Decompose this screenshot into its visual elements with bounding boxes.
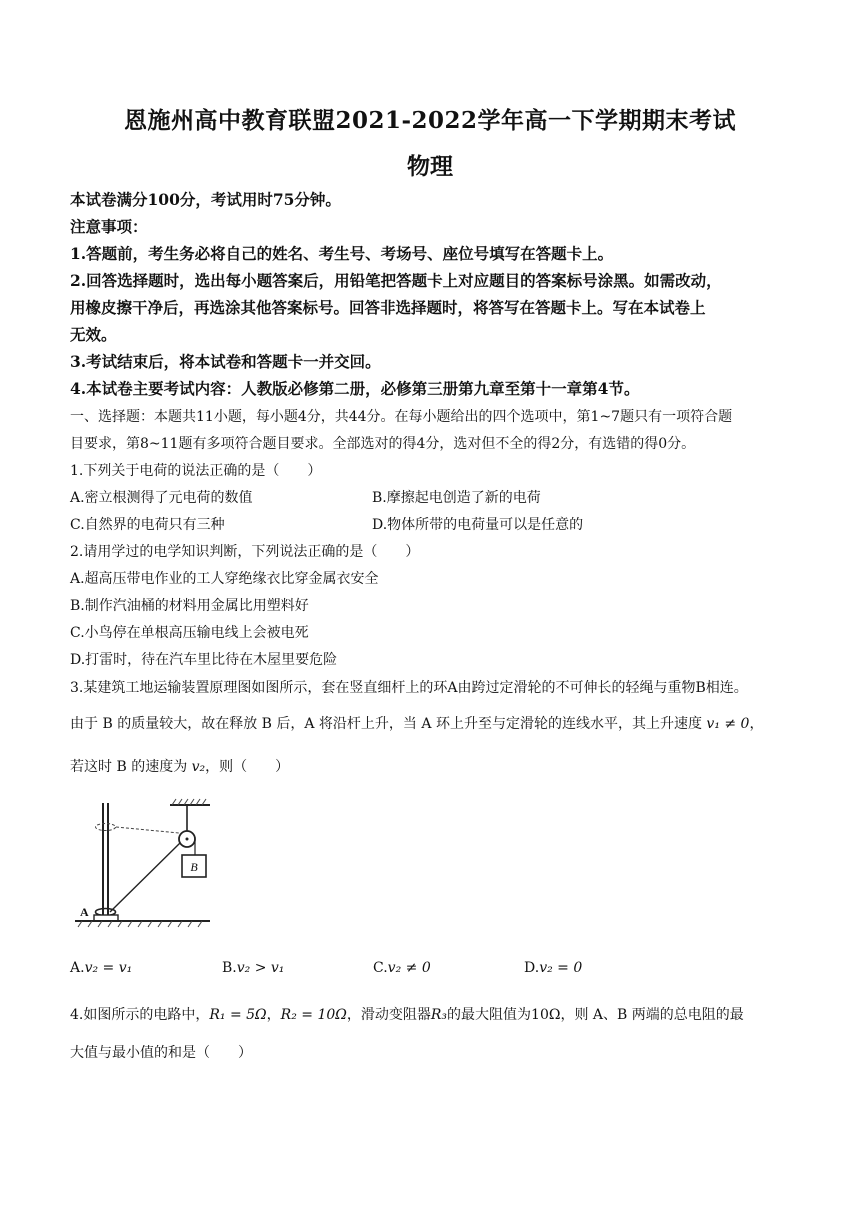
score-line: 本试卷满分100分，考试用时75分钟。 — [70, 190, 341, 209]
question-2-stem: 2.请用学过的电学知识判断，下列说法正确的是（ ） — [70, 544, 420, 560]
notes-heading: 注意事项： — [70, 217, 148, 236]
q3-option-c — [373, 960, 431, 976]
q2-option-d: D.打雷时，待在汽车里比待在木屋里要危险 — [70, 652, 338, 668]
note-item: 1.答题前，考生务必将自己的姓名、考生号、考场号、座位号填写在答题卡上。 — [70, 244, 614, 263]
question-3-line3 — [70, 756, 800, 776]
note-item: 3.考试结束后，将本试卷和答题卡一并交回。 — [70, 352, 381, 371]
q1-option-c: C.自然界的电荷只有三种 — [70, 517, 225, 533]
option-expr: v₂ ≠ 0 — [387, 960, 431, 976]
q4-r3: R₃ — [430, 1007, 448, 1023]
exam-title: 恩施州高中教育联盟2021-2022学年高一下学期期末考试 — [123, 107, 737, 134]
question-3-line2 — [70, 713, 800, 733]
q3-option-b — [222, 960, 284, 976]
note-item: 4.本试卷主要考试内容：人教版必修第二册，必修第三册第九章至第十一章第4节。 — [70, 379, 640, 398]
q2-option-a: A.超高压带电作业的工人穿绝缘衣比穿金属衣安全 — [70, 571, 379, 587]
q1-option-a: A.密立根测得了元电荷的数值 — [70, 490, 253, 506]
q2-option-b: B.制作汽油桶的材料用金属比用塑料好 — [70, 598, 309, 614]
q4-r1: R₁ = 5Ω — [209, 1007, 267, 1023]
q4-r2: R₂ = 10Ω — [280, 1007, 347, 1023]
q3-text: ，则（ ） — [205, 759, 290, 775]
q3-math-v1: v₁ ≠ 0 — [706, 716, 750, 732]
note-item: 用橡皮擦干净后，再选涂其他答案标号。回答非选择题时，将答写在答题卡上。写在本试卷上 — [70, 298, 706, 317]
q3-text: 若这时 B 的速度为 — [70, 759, 192, 775]
ring-a-label: A — [80, 905, 89, 919]
q4-text: ，滑动变阻器 — [346, 1007, 431, 1023]
question-1-stem: 1.下列关于电荷的说法正确的是（ ） — [70, 463, 322, 479]
q1-option-d: D.物体所带的电荷量可以是任意的 — [372, 517, 584, 533]
q4-text: 4.如图所示的电路中， — [70, 1007, 210, 1023]
section-intro: 一、选择题：本题共11小题，每小题4分，共44分。在每小题给出的四个选项中，第1~7题只有一项符合题 — [70, 409, 733, 425]
option-letter: C. — [373, 960, 388, 976]
question-3-line1: 3.某建筑工地运输装置原理图如图所示，套在竖直细杆上的环A由跨过定滑轮的不可伸长的轻绳与重物B相连。 — [70, 680, 748, 696]
option-expr: v₂ = 0 — [539, 960, 583, 976]
subject-title: 物理 — [407, 153, 453, 180]
q4-text: ， — [266, 1007, 281, 1023]
q3-text: 由于 B 的质量较大，故在释放 B 后，A 将沿杆上升，当 A 环上升至与定滑轮的连线水平，其上升速度 — [70, 716, 707, 732]
option-letter: A. — [70, 960, 85, 976]
block-b-label: B — [190, 860, 198, 874]
q3-option-d — [524, 960, 582, 976]
q3-option-a — [70, 960, 132, 976]
option-letter: B. — [222, 960, 237, 976]
q3-text: ， — [749, 716, 764, 732]
question-4-line1 — [70, 1004, 800, 1024]
option-expr: v₂ > v₁ — [236, 960, 285, 976]
section-intro: 目要求，第8~11题有多项符合题目要求。全部选对的得4分，选对但不全的得2分，有选错的得0分。 — [70, 436, 696, 452]
q3-math-v2: v₂ — [191, 759, 206, 775]
pulley-diagram — [70, 795, 220, 935]
q4-text: 的最大阻值为10Ω，则 A、B 两端的总电阻的最 — [447, 1007, 744, 1023]
note-item: 无效。 — [70, 325, 117, 344]
option-expr: v₂ = v₁ — [84, 960, 133, 976]
q1-option-b: B.摩擦起电创造了新的电荷 — [372, 490, 541, 506]
q2-option-c: C.小鸟停在单根高压输电线上会被电死 — [70, 625, 309, 641]
question-4-line2: 大值与最小值的和是（ ） — [70, 1045, 252, 1061]
option-letter: D. — [524, 960, 540, 976]
note-item: 2.回答选择题时，选出每小题答案后，用铅笔把答题卡上对应题目的答案标号涂黑。如需改动， — [70, 271, 722, 290]
